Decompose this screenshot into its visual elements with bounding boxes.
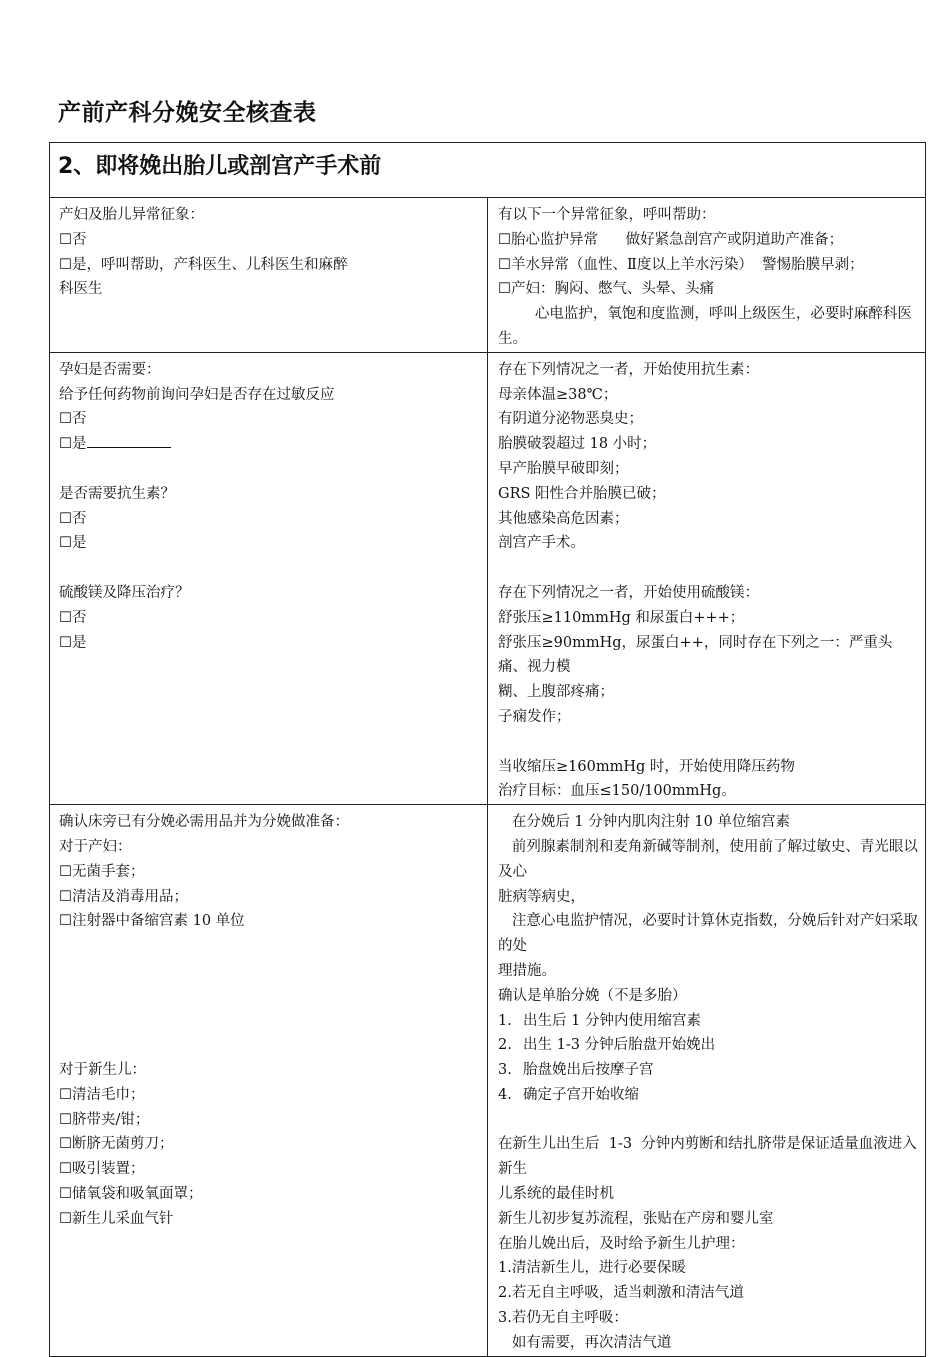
guidance-line: 剖宫产手术。 xyxy=(498,535,585,552)
guidance-line: 脏病等病史， xyxy=(498,888,585,905)
step-number: 1. xyxy=(498,1012,512,1029)
guidance-line: 理措施。 xyxy=(498,962,556,979)
guidance-line: 前列腺素制剂和麦角新碱等制剂，使用前了解过敏史、青光眼以及心 xyxy=(498,838,918,880)
row-label: 是否需要抗生素？ xyxy=(59,485,175,502)
supply-checkbox[interactable]: ☐注射器中备缩宫素 10 单位 xyxy=(59,913,245,930)
step-text: 确定子宫开始收缩 xyxy=(523,1086,639,1103)
check-item-cell xyxy=(50,198,488,353)
guidance-line: 2.若无自主呼吸，适当刺激和清洁气道 xyxy=(498,1285,744,1302)
supply-checkbox[interactable]: ☐吸引装置； xyxy=(59,1161,145,1178)
antibiotic-option-no[interactable]: ☐否 xyxy=(59,510,87,527)
guidance-line: 其他感染高危因素； xyxy=(498,510,629,527)
guidance-cell xyxy=(488,352,926,804)
row-label: 产妇及胎儿异常征象： xyxy=(59,207,204,223)
guidance-cell xyxy=(488,198,926,353)
check-item-cell xyxy=(50,805,488,1357)
check-item-cell xyxy=(50,352,488,804)
sub-heading: 对于新生儿： xyxy=(59,1062,146,1079)
antibiotic-option-yes[interactable]: ☐是 xyxy=(59,535,87,552)
step-text: 出生 1-3 分钟后胎盘开始娩出 xyxy=(523,1037,716,1054)
mgso4-option-no[interactable]: ☐否 xyxy=(59,609,87,626)
guidance-line: GRS 阳性合并胎膜已破； xyxy=(498,485,666,502)
mgso4-option-yes[interactable]: ☐是 xyxy=(59,634,87,651)
allergy-option-yes[interactable] xyxy=(59,432,483,457)
guidance-line: 舒张压≥110mmHg 和尿蛋白+++； xyxy=(498,609,745,626)
step-number: 3. xyxy=(498,1062,512,1079)
supply-checkbox[interactable]: ☐无菌手套； xyxy=(59,863,145,880)
guidance-line: 有阴道分泌物恶臭史； xyxy=(498,411,643,428)
guidance-line: 早产胎膜早破即刻； xyxy=(498,460,629,477)
guidance-line: 糊、上腹部疼痛； xyxy=(498,684,614,701)
sub-heading: 对于产妇： xyxy=(59,838,132,855)
guidance-line: 3.若仍无自主呼吸： xyxy=(498,1310,628,1327)
row-label: 孕妇是否需要： xyxy=(59,361,161,378)
supply-checkbox[interactable]: ☐储氧袋和吸氧面罩； xyxy=(59,1186,203,1203)
guidance-cell xyxy=(488,805,926,1357)
row-label: 给予任何药物前询问孕妇是否存在过敏反应 xyxy=(59,386,335,403)
guidance-line: 当收缩压≥160mmHg 时，开始使用降压药物 xyxy=(498,758,795,775)
guidance-line: 确认是单胎分娩（不是多胎） xyxy=(498,987,687,1004)
numbered-step xyxy=(498,1083,921,1108)
numbered-step xyxy=(498,1033,921,1058)
guidance-line: 有以下一个异常征象，呼叫帮助： xyxy=(498,207,716,223)
fetal-monitor-option[interactable]: ☐胎心监护异常 做好紧急剖宫产或阴道助产准备； xyxy=(498,231,844,248)
guidance-line: 新生儿初步复苏流程，张贴在产房和婴儿室 xyxy=(498,1210,774,1227)
guidance-line: 子痫发作； xyxy=(498,708,571,725)
guidance-line: 在胎儿娩出后，及时给予新生儿护理： xyxy=(498,1235,745,1252)
step-number: 2. xyxy=(498,1037,512,1054)
supply-checkbox[interactable]: ☐新生儿采血气针 xyxy=(59,1210,174,1227)
guidance-line: 儿系统的最佳时机 xyxy=(498,1186,614,1203)
guidance-line: 存在下列情况之一者，开始使用抗生素： xyxy=(498,361,759,378)
supply-checkbox[interactable]: ☐清洁及消毒用品； xyxy=(59,888,188,905)
guidance-line: 胎膜破裂超过 18 小时； xyxy=(498,436,657,453)
fill-in-blank[interactable] xyxy=(87,432,171,448)
guidance-line: 在新生儿出生后 1-3 分钟内剪断和结扎脐带是保证适量血液进入新生 xyxy=(498,1136,917,1178)
maternal-symptom-option[interactable]: ☐产妇：胸闷、憋气、头晕、头痛 xyxy=(498,281,714,298)
document-title: 产前产科分娩安全核查表 xyxy=(58,100,317,126)
supply-checkbox[interactable]: ☐清洁毛巾； xyxy=(59,1086,145,1103)
table-row xyxy=(50,805,926,1357)
supply-checkbox[interactable]: ☐断脐无菌剪刀； xyxy=(59,1136,174,1153)
allergy-option-no[interactable]: ☐否 xyxy=(59,411,87,428)
option-yes[interactable]: ☐是，呼叫帮助，产科医生、儿科医生和麻醉 xyxy=(59,256,348,273)
row-label: 确认床旁已有分娩必需用品并为分娩做准备： xyxy=(59,814,349,831)
numbered-step xyxy=(498,1009,921,1034)
guidance-line: 在分娩后 1 分钟内肌肉注射 10 单位缩宫素 xyxy=(498,814,790,831)
guidance-line: 1.清洁新生儿，进行必要保暖 xyxy=(498,1260,686,1277)
step-text: 胎盘娩出后按摩子宫 xyxy=(523,1062,654,1079)
table-row xyxy=(50,352,926,804)
amniotic-option[interactable]: ☐羊水异常（血性、Ⅱ度以上羊水污染） 警惕胎膜早剥； xyxy=(498,256,864,273)
step-text: 出生后 1 分钟内使用缩宫素 xyxy=(523,1012,701,1029)
guidance-line: 治疗目标：血压≤150/100mmHg。 xyxy=(498,783,736,800)
section-header: 2、即将娩出胎儿或剖宫产手术前 xyxy=(50,143,926,198)
guidance-line: 母亲体温≥38℃； xyxy=(498,386,618,403)
safety-checklist-table xyxy=(49,142,926,1357)
supply-checkbox[interactable]: ☐脐带夹/钳； xyxy=(59,1111,150,1128)
option-yes-cont: 科医生 xyxy=(59,281,103,298)
guidance-line: 舒张压≥90mmHg，尿蛋白++，同时存在下列之一：严重头痛、视力模 xyxy=(498,634,893,676)
row-label: 硫酸镁及降压治疗？ xyxy=(59,584,190,601)
option-no[interactable]: ☐否 xyxy=(59,231,87,248)
guidance-line: 注意心电监护情况，必要时计算休克指数，分娩后针对产妇采取的处 xyxy=(498,913,918,955)
allergy-option-yes-label: ☐是 xyxy=(59,436,87,453)
section-header-row xyxy=(50,143,926,198)
guidance-line: 心电监护，氧饱和度监测，呼叫上级医生，必要时麻醉科医生。 xyxy=(498,306,912,347)
guidance-line: 如有需要，再次清洁气道 xyxy=(498,1334,672,1351)
step-number: 4. xyxy=(498,1086,512,1103)
table-row xyxy=(50,198,926,353)
guidance-line: 存在下列情况之一者，开始使用硫酸镁： xyxy=(498,584,759,601)
numbered-step xyxy=(498,1058,921,1083)
